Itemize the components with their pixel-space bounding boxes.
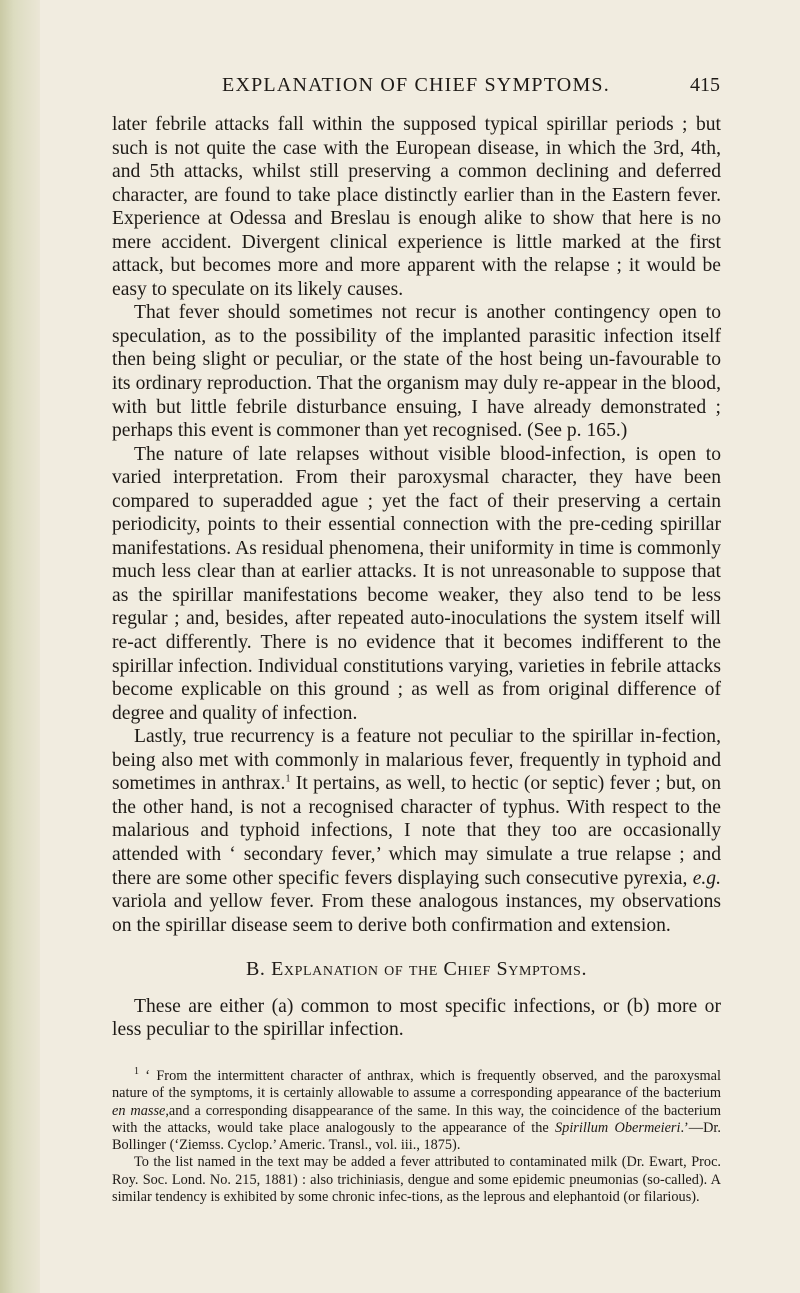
- paragraph-4: [112, 725, 721, 937]
- page-number: 415: [690, 74, 720, 96]
- page-gutter-shadow: [0, 0, 40, 1293]
- paragraph-1: later febrile attacks fall within the supposed typical spirillar periods ; but such is not quite the case with the European disease, in which the 3rd, 4th, and 5th attacks, whilst still preserving a common declining and deferred character, are found to take place distinctly earlier than in the Eastern fever. Experience at Odessa and Breslau is enough alike to show that here is no mere accident. Divergent clinical experience is little marked at the first attack, but becomes more and more apparent with the relapse ; it would be easy to speculate on its likely causes.: [112, 114, 721, 300]
- footnote-reference: 1: [285, 773, 291, 785]
- footnote-1-mark: 1: [134, 1066, 139, 1078]
- footnote-1-italic-species: Spirillum Obermeieri: [555, 1119, 681, 1136]
- paragraph-5: These are either (a) common to most specific infections, or (b) more or less peculiar to the spirillar infection.: [112, 995, 721, 1041]
- paragraph-2: That fever should sometimes not recur is another contingency open to speculation, as to the possibility of the implanted parasitic infection itself then being slight or peculiar, or the state of the host being un-favourable to its ordinary reproduction. That the organism may duly re-appear in the blood, with but little febrile disturbance ensuing, I have already demonstrated ; perhaps this event is commoner than yet recognised. (See p. 165.): [112, 302, 721, 442]
- footnote-2: To the list named in the text may be added a fever attributed to contaminated milk (Dr. Ewart, Proc. Roy. Soc. Lond. No. 215, 1881) : also trichiniasis, dengue and some epidemic pneumonias (so-called). A similar tendency is exhibited by some chronic infec-tions, as the leprous and elephantoid (or filarious).: [112, 1154, 721, 1206]
- paragraph-4-part-a: Lastly, true recurrency is a feature not peculiar to the spirillar in-fection, being also met with commonly in malarious fever, frequently in typhoid and sometimes in anthrax.: [112, 726, 721, 795]
- eg-abbrev: e.g.: [692, 867, 721, 889]
- footnote-1-part-c: .’—Dr. Bollinger (‘Ziemss. Cyclop.’ Americ. Transl., vol. iii., 1875).: [112, 1119, 721, 1154]
- main-text: [112, 113, 721, 1042]
- footnotes: [112, 1068, 721, 1206]
- paragraph-4-part-b: It pertains, as well, to hectic (or septic) fever ; but, on the other hand, is not a recognised character of typhus. With respect to the malarious and typhoid infections, I note that they too are occasionally attended with ‘ secondary fever,’ which may simulate a true relapse ; and there are some other specific fevers displaying such consecutive pyrexia,: [112, 773, 721, 889]
- running-title: EXPLANATION OF CHIEF SYMPTOMS.: [222, 74, 610, 96]
- running-header: [112, 74, 720, 97]
- footnote-1-part-a: ‘ From the intermittent character of anthrax, which is frequently observed, and the paroxysmal nature of the symptoms, it is certainly allowable to assume a corresponding appearance of the bacterium: [112, 1068, 721, 1102]
- footnote-1-italic-en-masse: en masse: [112, 1102, 166, 1119]
- footnote-1-part-b: ,and a corresponding disappearance of the same. In this way, the coincidence of the bacterium with the attacks, would take place analogously to the appearance of the: [112, 1102, 722, 1136]
- paragraph-3: The nature of late relapses without visible blood-infection, is open to varied interpretation. From their paroxysmal character, they have been compared to superadded ague ; yet the fact of their preserving a certain periodicity, points to their essential connection with the pre-ceding spirillar manifestations. As residual phenomena, their uniformity in time is commonly much less clear than at earlier attacks. It is not unreasonable to suppose that as the spirillar manifestations become weaker, they also tend to be less regular ; and, besides, after repeated auto-inoculations the system itself will re-act differently. There is no evidence that it becomes indifferent to the spirillar infection. Individual constitutions varying, varieties in febrile attacks become explicable on this ground ; as well as from original difference of degree and quality of infection.: [112, 443, 721, 724]
- paragraph-4-part-c: variola and yellow fever. From these analogous instances, my observations on the spirillar disease seem to derive both confirmation and extension.: [112, 891, 721, 936]
- footnote-1: [112, 1068, 721, 1154]
- section-heading: B. Explanation of the Chief Symptoms.: [245, 958, 588, 981]
